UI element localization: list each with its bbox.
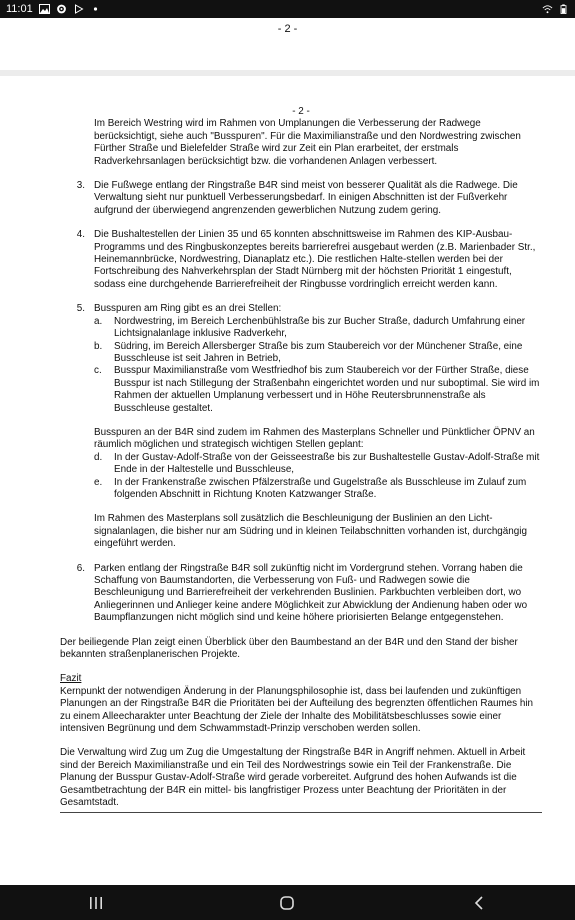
sub-item-a [94,316,542,341]
item-text: Parken entlang der Ringstraße B4R soll zukünftig nicht im Vordergrund stehen. Vorrang haben die Schaffung von Baumstandorten, die Verbesserung von Fuß- und Radwegen sowie die Beschleunigung und Barrierefreiheit der verkehrenden Buslinien. Parkbuchten verbleiben dort, wo Anliegerinnen und Anlieger keine andere Möglichkeit zur Abwicklung der Andienung haben oder wo Baumpflanzungen nicht möglich sind und keine höhere priorisierten Belange entgegenstehen. [94,562,528,624]
settings-icon [56,4,67,14]
home-icon [280,896,294,910]
sub-letter: e. [94,476,103,488]
sub-letter: b. [94,340,103,352]
wifi-icon [542,4,553,14]
item-number: 4. [76,229,85,241]
sub-text: Südring, im Bereich Allersberger Straße bis zum Staubereich vor der Münchener Straße, eine Busschleuse ist seit Jahren in Betrieb, [114,340,523,364]
page-number: - 2 - [292,106,310,117]
navigation-bar [0,885,575,920]
final-paragraph: Die Verwaltung wird Zug um Zug die Umgestaltung der Ringstraße B4R in Angriff nehmen. Aktuell in Arbeit sind der Bereich Maximilianstraße und ein Teil des Nordwestrings sowie ein Teil der Frankenstraße. Die Planung der Busspur Gustav-Adolf-Straße wird gerade vorbereitet. Aufgrund des hohen Aufwands ist die Gesamtbetrachtung der B4R ein mittel- bis langfristiger Prozess unter Beachtung der Prioritäten in der Gesamtstadt. [60,747,526,809]
play-icon [73,4,84,14]
item-number: 6. [76,562,85,574]
document-body[interactable] [60,106,542,813]
sub-letter: d. [94,451,103,463]
page-separator [0,70,575,76]
sub-item-e [94,477,542,502]
sub-item-d [94,452,542,477]
item-text: Die Bushaltestellen der Linien 35 und 65 konnten abschnittsweise im Rahmen des KIP-Ausbau-Programms und des Ringbuskonzeptes bereits barrierefrei ausgebaut werden (z.B. Marienbader Str., Heinemannbrücke, Nordwestring, Dianaplatz etc.). Die restlichen Halte-stellen werden bei der Fortschreibung des Nahverkehrsplan der Stadt Nürnberg mit der höchsten Priorität 1 eingestuft, sodass eine durchgehende Barrierefreiheit der Ringbusse vordringlich erreicht werden kann. [94,229,536,290]
sub-text: Nordwestring, im Bereich Lerchenbühlstraße bis zur Bucher Straße, dadurch Umfahrung einer Lichtsignalanlage inklusive Radverkehr, [114,315,526,340]
back-button[interactable] [449,885,509,920]
back-icon [474,896,484,910]
sub-text: In der Frankenstraße zwischen Pfälzerstraße und Gugelstraße als Busschleuse im Zulauf zum folgenden Abschnitt in Richtung Knoten Katzwanger Straße. [114,476,527,500]
sub-letter: a. [94,315,103,327]
intro-paragraph: Im Bereich Westring wird im Rahmen von Umplanungen die Verbesserung der Radwege berücksichtigt, siehe auch "Busspuren". Für die Maximilianstraße und den Nordwestring zwischen Fürther Straße und Bielefelder Straße wird zur Zeit ein Plan erarbeitet, der erstmals Radverkehrsanlagen berücksichtigt bzw. die vorhandenen Anlagen verbessert. [94,118,521,167]
list-item-3 [60,180,542,217]
end-divider [60,812,542,813]
fazit-paragraph: Kernpunkt der notwendigen Änderung in der Planungsphilosophie ist, dass bei laufenden und zukünftigen Planungen an der Ringstraße B4R die Prioritäten bei der Aufteilung des begrenzten öffentlichen Raumes hin zu einem Alleecharakter unter Beachtung der Ziele der Inhalte des Mobilitätsbeschlusses sowie einer intensiven Begrünung und dem Schwammstadt-Prinzip verschoben werden sollen. [60,685,534,735]
item-middle: Busspuren an der B4R sind zudem im Rahmen des Masterplans Schneller und Pünktlicher ÖPNV an räumlich möglichen und strategisch wichtigen Stellen geplant: [94,426,535,451]
recent-apps-button[interactable] [66,885,126,920]
header-page-number: - 2 - [277,23,298,35]
plan-note-paragraph: Der beiliegende Plan zeigt einen Überblick über den Baumbestand an der B4R und den Stand der bisher bekannten straßenplanerischen Projekte. [60,636,518,661]
item-number: 5. [76,303,85,315]
document-header [0,18,575,71]
dot-icon [90,4,101,14]
status-time: 11:01 [6,3,33,15]
image-icon [39,4,50,14]
status-bar [0,0,575,18]
item-number: 3. [76,180,85,192]
sub-item-b [94,341,542,366]
item-closing: Im Rahmen des Masterplans soll zusätzlich die Beschleunigung der Buslinien an den Licht-signalanlagen, die bisher nur am Südring und in kleinen Teilabschnitten vorhanden ist, durchgängig eingeführt werden. [94,513,527,550]
list-item-6 [60,563,542,625]
sub-text: In der Gustav-Adolf-Straße von der Geisseestraße bis zur Bushaltestelle Gustav-Adolf-Straße mit Ende in der Haltestelle und Busschleuse, [114,451,540,476]
item-text: Die Fußwege entlang der Ringstraße B4R sind meist von besserer Qualität als die Radwege. Die Verwaltung sieht nur punktuell Verbesserungsbedarf. In einigen Abschnitten ist der Fußverkehr aufgrund der überwiegend angrenzenden gewerblichen Nutzung zudem gering. [94,180,518,216]
item-lead: Busspuren am Ring gibt es an drei Stellen: [94,303,282,315]
list-item-4 [60,229,542,291]
sub-item-c [94,365,542,415]
fazit-heading: Fazit [60,673,82,685]
home-button[interactable] [257,885,317,920]
battery-icon [558,4,569,14]
list-item-5 [60,303,542,550]
sub-letter: c. [94,365,102,377]
sub-text: Busspur Maximilianstraße vom Westfriedhof bis zum Staubereich vor der Fürther Straße, diese Busspur ist nach Stillegung der Straßenbahn eingerichtet worden und nur suboptimal. Sie wird im Rahmen der aktuellen Umplanung verbessert und in Höhe Reutersbrunnenstraße als Busschleuse gestaltet. [114,365,540,414]
recent-apps-icon [89,897,103,909]
